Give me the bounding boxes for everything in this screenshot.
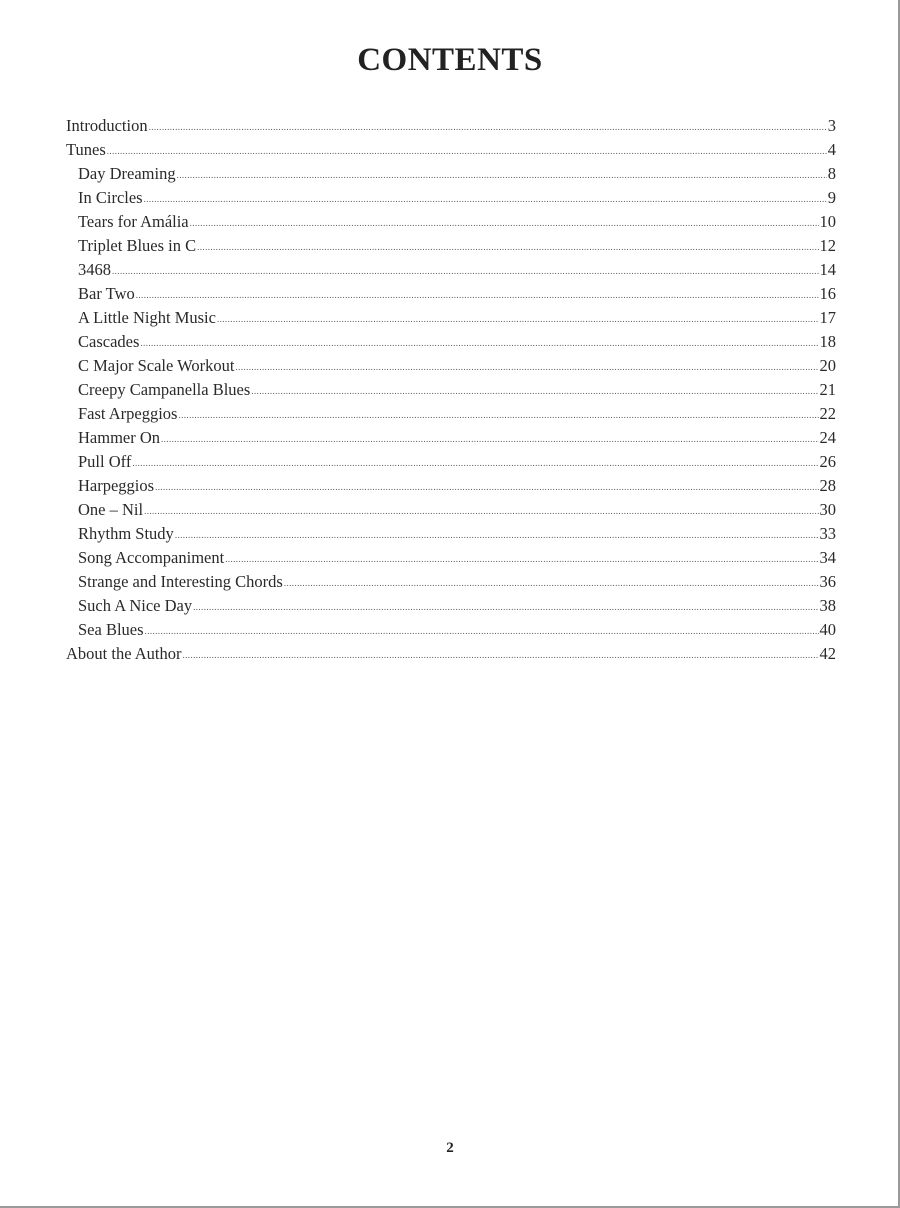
toc-entry-page: 22	[819, 404, 836, 423]
toc-entry-title: Song Accompaniment	[78, 548, 225, 567]
toc-entry-page: 21	[819, 380, 836, 399]
dot-leader	[225, 547, 818, 571]
toc-entry[interactable]	[66, 210, 836, 234]
dot-leader	[149, 115, 827, 139]
toc-entry-page: 38	[819, 596, 836, 615]
toc-entry-page: 40	[819, 620, 836, 639]
toc-entry[interactable]	[66, 570, 836, 594]
dot-leader	[107, 139, 827, 163]
toc-entry[interactable]	[66, 594, 836, 618]
dot-leader	[112, 259, 819, 283]
toc-entry[interactable]	[66, 402, 836, 426]
toc-entry-title: Cascades	[78, 332, 140, 351]
dot-leader	[251, 379, 818, 403]
toc-entry[interactable]	[66, 522, 836, 546]
dot-leader	[177, 163, 827, 187]
toc-entry[interactable]	[66, 354, 836, 378]
dot-leader	[155, 475, 818, 499]
toc-entry-page: 18	[819, 332, 836, 351]
toc-entry-page: 12	[819, 236, 836, 255]
dot-leader	[235, 355, 818, 379]
toc-entry-page: 14	[819, 260, 836, 279]
dot-leader	[161, 427, 818, 451]
dot-leader	[132, 451, 818, 475]
dot-leader	[190, 211, 819, 235]
dot-leader	[175, 523, 819, 547]
dot-leader	[144, 499, 818, 523]
toc-entry-page: 34	[819, 548, 836, 567]
dot-leader	[217, 307, 819, 331]
toc-entry-title: Such A Nice Day	[78, 596, 193, 615]
toc-entry[interactable]	[66, 642, 836, 666]
toc-entry-page: 8	[827, 164, 836, 183]
toc-entry-page: 26	[819, 452, 836, 471]
toc-entry[interactable]	[66, 546, 836, 570]
toc-entry[interactable]	[66, 162, 836, 186]
dot-leader	[183, 643, 819, 667]
toc-entry-page: 3	[827, 116, 836, 135]
toc-entry-title: Sea Blues	[78, 620, 144, 639]
toc-entry-page: 20	[819, 356, 836, 375]
dot-leader	[178, 403, 818, 427]
toc-entry-title: Tears for Amália	[78, 212, 189, 231]
toc-entry-title: About the Author	[66, 644, 182, 663]
toc-entry-page: 24	[819, 428, 836, 447]
toc-entry[interactable]	[66, 330, 836, 354]
toc-entry-page: 9	[827, 188, 836, 207]
toc-entry-title: Tunes	[66, 140, 106, 159]
toc-entry[interactable]	[66, 186, 836, 210]
toc-entry-title: C Major Scale Workout	[78, 356, 235, 375]
toc-entry-title: Harpeggios	[78, 476, 155, 495]
toc-entry[interactable]	[66, 282, 836, 306]
toc-entry-title: Bar Two	[78, 284, 135, 303]
toc-entry-title: A Little Night Music	[78, 308, 216, 327]
toc-entry-title: Hammer On	[78, 428, 161, 447]
toc-entry-page: 4	[827, 140, 836, 159]
dot-leader	[197, 235, 818, 259]
toc-entry[interactable]	[66, 474, 836, 498]
toc-entry[interactable]	[66, 306, 836, 330]
toc-entry-page: 16	[819, 284, 836, 303]
toc-entry-title: Fast Arpeggios	[78, 404, 178, 423]
toc-entry-page: 30	[819, 500, 836, 519]
toc-entry[interactable]	[66, 114, 836, 138]
toc-entry[interactable]	[66, 450, 836, 474]
dot-leader	[284, 571, 819, 595]
toc-entry-page: 28	[819, 476, 836, 495]
toc-entry-title: 3468	[78, 260, 111, 279]
dot-leader	[145, 619, 819, 643]
toc-entry-page: 36	[819, 572, 836, 591]
toc-entry-title: One – Nil	[78, 500, 144, 519]
toc-entry-title: Rhythm Study	[78, 524, 174, 543]
page-number: 2	[446, 1140, 454, 1156]
toc-entry[interactable]	[66, 426, 836, 450]
dot-leader	[193, 595, 818, 619]
toc-entry[interactable]	[66, 498, 836, 522]
dot-leader	[140, 331, 818, 355]
page-title: CONTENTS	[357, 42, 543, 78]
toc-entry-page: 17	[819, 308, 836, 327]
toc-entry-title: Triplet Blues in C	[78, 236, 197, 255]
toc-entry-page: 42	[819, 644, 836, 663]
toc-entry[interactable]	[66, 378, 836, 402]
table-of-contents	[66, 114, 836, 666]
toc-entry-page: 10	[819, 212, 836, 231]
toc-entry-title: Pull Off	[78, 452, 132, 471]
toc-entry-title: Introduction	[66, 116, 148, 135]
dot-leader	[136, 283, 819, 307]
toc-entry[interactable]	[66, 258, 836, 282]
toc-entry-title: Day Dreaming	[78, 164, 176, 183]
dot-leader	[144, 187, 827, 211]
toc-entry-title: Creepy Campanella Blues	[78, 380, 251, 399]
toc-entry-title: In Circles	[78, 188, 143, 207]
toc-entry[interactable]	[66, 618, 836, 642]
toc-entry[interactable]	[66, 138, 836, 162]
toc-entry-page: 33	[819, 524, 836, 543]
toc-entry[interactable]	[66, 234, 836, 258]
toc-entry-title: Strange and Interesting Chords	[78, 572, 283, 591]
